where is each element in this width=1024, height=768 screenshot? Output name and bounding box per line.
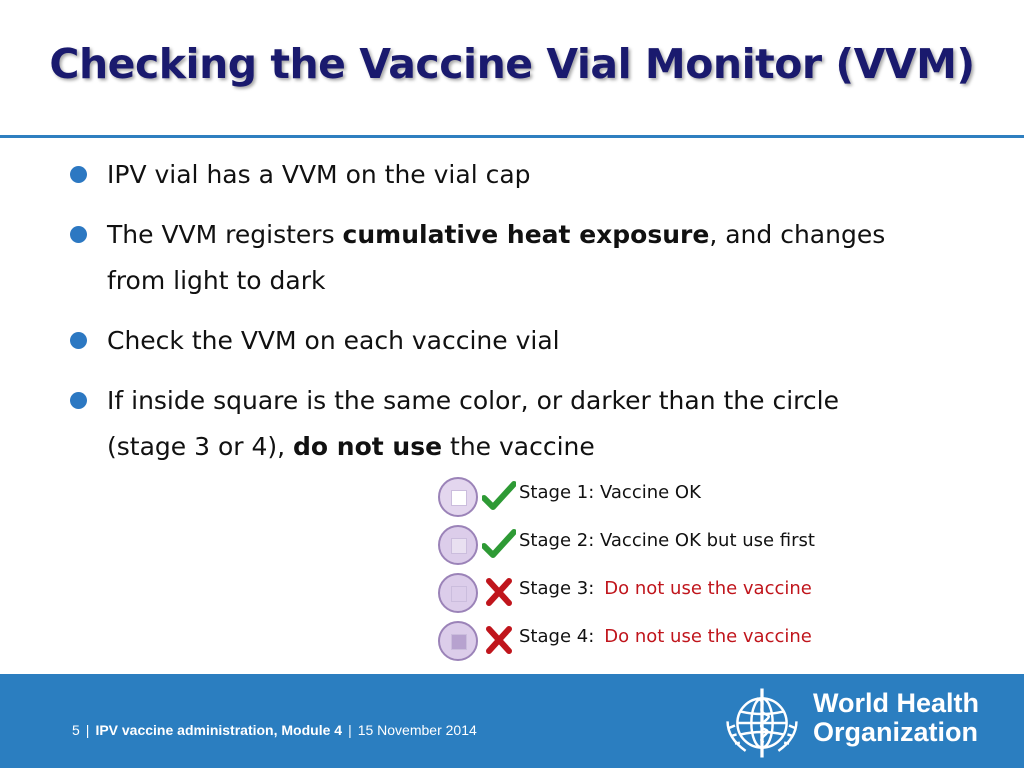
- footer-date: 15 November 2014: [357, 722, 477, 738]
- stage-label: [519, 530, 815, 551]
- bullet-item: [70, 318, 910, 364]
- vvm-circle-icon: [438, 525, 478, 565]
- vvm-square-icon: [451, 538, 467, 554]
- who-emblem-icon: [721, 682, 803, 764]
- footer-separator: |: [348, 722, 352, 738]
- bullet-dot-icon: [70, 226, 87, 243]
- bullet-text: IPV vial has a VVM on the vial cap: [107, 160, 531, 189]
- bullet-item: [70, 152, 910, 198]
- who-name: [813, 689, 979, 747]
- footer-text: [72, 722, 477, 738]
- bullet-item: [70, 378, 910, 470]
- vvm-circle-icon: [438, 477, 478, 517]
- vvm-square-icon: [451, 634, 467, 650]
- vvm-stage-row: [438, 621, 938, 665]
- stage-label-text: Stage 4:: [519, 626, 595, 647]
- bullet-dot-icon: [70, 392, 87, 409]
- vvm-circle-icon: [438, 573, 478, 613]
- cross-icon: [482, 577, 516, 607]
- bullet-text: Check the VVM on each vaccine vial: [107, 326, 560, 355]
- check-icon: [482, 529, 516, 559]
- cross-icon: [482, 625, 516, 655]
- bullet-text: If inside square is the same color, or darker than the circle (stage 3 or 4), do not use the vaccine: [107, 386, 839, 461]
- vvm-stage-row: [438, 525, 938, 569]
- vvm-stage-row: [438, 573, 938, 617]
- stage-label: [519, 626, 812, 647]
- bullet-dot-icon: [70, 166, 87, 183]
- stage-label-text: Stage 2: Vaccine OK but use first: [519, 530, 815, 551]
- org-name-line1: World Health: [813, 688, 980, 718]
- page-number: 5: [72, 722, 80, 738]
- vvm-stage-row: [438, 477, 938, 521]
- bullet-list: [70, 152, 910, 484]
- footer-bar: [0, 674, 1024, 768]
- stage-label-text: Stage 3:: [519, 578, 595, 599]
- org-name-line2: Organization: [813, 717, 979, 747]
- footer-separator: |: [85, 722, 90, 738]
- module-name: IPV vaccine administration, Module 4: [95, 722, 343, 738]
- vvm-square-icon: [451, 490, 467, 506]
- bullet-text: The VVM registers cumulative heat exposure, and changes from light to dark: [107, 220, 886, 295]
- bullet-item: [70, 212, 910, 304]
- vvm-square-icon: [451, 586, 467, 602]
- stage-label: [519, 482, 701, 503]
- check-icon: [482, 481, 516, 511]
- stage-label: [519, 578, 812, 599]
- bullet-dot-icon: [70, 332, 87, 349]
- stage-warning-text: Do not use the vaccine: [604, 626, 812, 647]
- slide-title: Checking the Vaccine Vial Monitor (VVM): [49, 40, 975, 88]
- title-divider: [0, 135, 1024, 138]
- stage-label-text: Stage 1: Vaccine OK: [519, 482, 701, 503]
- vvm-circle-icon: [438, 621, 478, 661]
- stage-warning-text: Do not use the vaccine: [604, 578, 812, 599]
